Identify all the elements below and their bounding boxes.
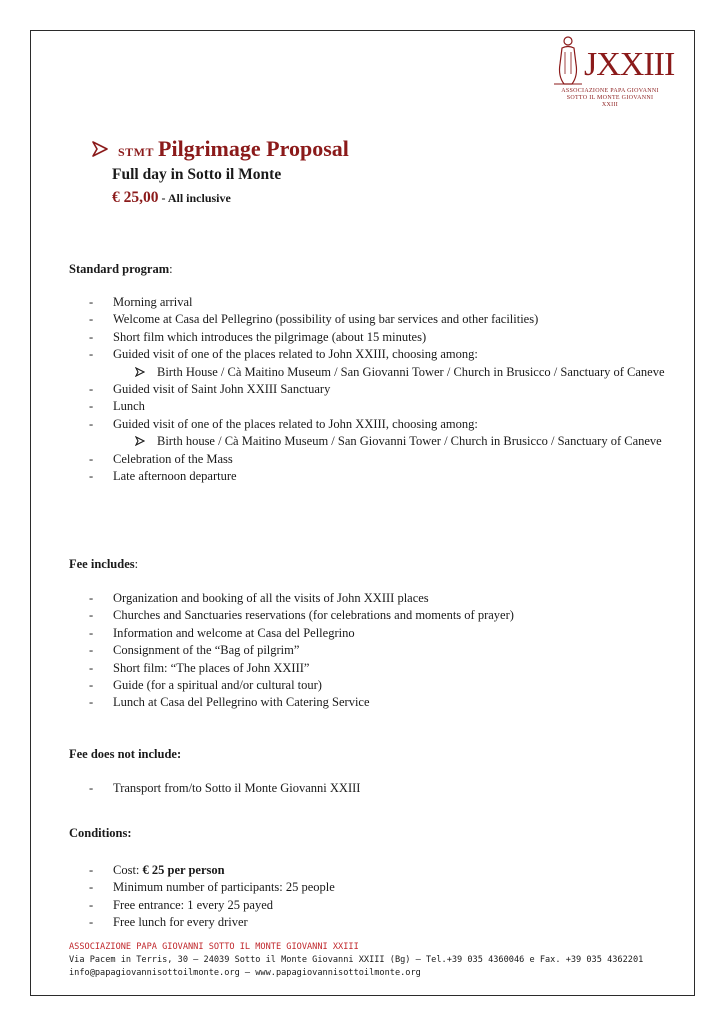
list-item: - Churches and Sanctuaries reservations (for celebrations and moments of prayer) <box>89 608 514 623</box>
list-item: - Free lunch for every driver <box>89 915 248 930</box>
fee-excludes-heading: Fee does not include: <box>69 747 182 761</box>
association-logo <box>552 34 675 108</box>
title-text: Pilgrimage Proposal <box>158 136 349 161</box>
list-item: - Celebration of the Mass <box>89 451 233 466</box>
list-item-text: Lunch at Casa del Pellegrino with Catering Service <box>113 695 370 710</box>
cost-label: Cost: <box>113 863 143 877</box>
pope-figure-icon <box>552 34 586 86</box>
list-item <box>0 433 667 450</box>
list-item: - Organization and booking of all the visits of John XXIII places <box>89 591 429 605</box>
list-item: - Late afternoon departure <box>89 469 237 484</box>
footer-contacts: info@papagiovannisottoilmonte.org – www.papagiovannisottoilmonte.org <box>69 968 421 978</box>
list-item <box>0 364 667 381</box>
list-item: - Morning arrival <box>89 295 193 309</box>
list-item: - Welcome at Casa del Pellegrino (possibility of using bar services and other facilities) <box>89 312 539 327</box>
list-item: - Consignment of the “Bag of pilgrim” <box>89 643 300 658</box>
list-item-text: Free lunch for every driver <box>113 915 248 930</box>
price-note: - All inclusive <box>158 191 231 205</box>
list-item-text: Guided visit of one of the places related to John XXIII, choosing among: <box>113 416 478 431</box>
list-item-text: Organization and booking of all the visits of John XXIII places <box>113 591 429 605</box>
footer-org: ASSOCIAZIONE PAPA GIOVANNI SOTTO IL MONTE GIOVANNI XXIII <box>69 942 359 952</box>
cost-value: € 25 per person <box>142 863 225 877</box>
list-item: - Lunch at Casa del Pellegrino with Catering Service <box>89 695 370 710</box>
list-item: - Short film: “The places of John XXIII” <box>89 660 310 675</box>
title-prefix: STMT <box>118 145 155 159</box>
list-item: - Transport from/to Sotto il Monte Giovanni XXIII <box>89 781 361 795</box>
list-item-text: Lunch <box>113 399 145 414</box>
page-footer <box>69 941 643 980</box>
list-item-text: Churches and Sanctuaries reservations (for celebrations and moments of prayer) <box>113 608 514 623</box>
list-item-text: Birth house / Cà Maitino Museum / San Giovanni Tower / Church in Brusicco / Sanctuary of Caneve <box>157 434 662 449</box>
list-item-text: Short film which introduces the pilgrimage (about 15 minutes) <box>113 329 427 344</box>
logo-roman-numeral: JXXIII <box>584 46 675 83</box>
list-item-text: Guide (for a spiritual and/or cultural tour) <box>113 678 322 693</box>
fee-includes-list <box>0 590 673 712</box>
logo-subtitle <box>558 88 662 109</box>
price-value: € 25,00 <box>112 189 159 206</box>
standard-program-list <box>0 294 673 485</box>
proposal-subtitle: Full day in Sotto il Monte <box>112 166 282 183</box>
arrow-bullet-icon <box>135 436 145 446</box>
list-item-text: Late afternoon departure <box>113 469 237 484</box>
list-item-text: Morning arrival <box>113 295 193 309</box>
logo-subtitle-line1: ASSOCIAZIONE PAPA GIOVANNI <box>561 88 659 94</box>
fee-includes-heading-text: Fee includes <box>69 557 135 571</box>
list-item: - Guided visit of Saint John XXIII Sanctuary <box>89 382 331 397</box>
list-item-text: Information and welcome at Casa del Pellegrino <box>113 625 355 640</box>
standard-program-heading: Standard program: <box>69 262 173 276</box>
list-item-text: Free entrance: 1 every 25 payed <box>113 897 273 912</box>
proposal-title <box>92 136 349 162</box>
list-item-text: Guided visit of Saint John XXIII Sanctuary <box>113 382 331 397</box>
fee-includes-heading: Fee includes: <box>69 557 139 571</box>
footer-address: Via Pacem in Terris, 30 – 24039 Sotto il Monte Giovanni XXIII (Bg) – Tel.+39 035 4360046 e Fax. +39 035 4362201 <box>69 955 644 965</box>
list-item-text: Guided visit of one of the places related to John XXIII, choosing among: <box>113 347 478 362</box>
list-item: - Cost: € 25 per person <box>89 863 225 877</box>
fee-excludes-list <box>0 780 673 797</box>
list-item-text: Consignment of the “Bag of pilgrim” <box>113 643 300 658</box>
list-item: - Guide (for a spiritual and/or cultural tour) <box>89 678 322 693</box>
arrow-bullet-icon <box>135 367 145 377</box>
list-item-text: Short film: “The places of John XXIII” <box>113 660 310 675</box>
standard-program-heading-text: Standard program <box>69 262 170 276</box>
list-item: - Free entrance: 1 every 25 payed <box>89 897 273 912</box>
price-line <box>112 189 231 207</box>
conditions-heading: Conditions: <box>69 826 132 840</box>
list-item-text: Welcome at Casa del Pellegrino (possibility of using bar services and other facilities) <box>113 312 539 327</box>
conditions-list <box>0 862 673 932</box>
arrow-bullet-icon <box>92 141 108 157</box>
list-item: - Minimum number of participants: 25 people <box>89 880 335 895</box>
list-item: - Guided visit of one of the places related to John XXIII, choosing among: <box>89 347 478 362</box>
list-item: - Information and welcome at Casa del Pellegrino <box>89 625 355 640</box>
list-item-text: Transport from/to Sotto il Monte Giovanni XXIII <box>113 781 361 795</box>
list-item-text: Minimum number of participants: 25 people <box>113 880 335 895</box>
list-item: - Short film which introduces the pilgrimage (about 15 minutes) <box>89 329 427 344</box>
logo-subtitle-line2: SOTTO IL MONTE GIOVANNI XXIII <box>566 95 654 108</box>
list-item: - Lunch <box>89 399 145 414</box>
list-item: - Guided visit of one of the places related to John XXIII, choosing among: <box>89 416 478 431</box>
list-item-text: Celebration of the Mass <box>113 451 233 466</box>
list-item-text: Birth House / Cà Maitino Museum / San Giovanni Tower / Church in Brusicco / Sanctuary of Caneve <box>157 364 665 379</box>
